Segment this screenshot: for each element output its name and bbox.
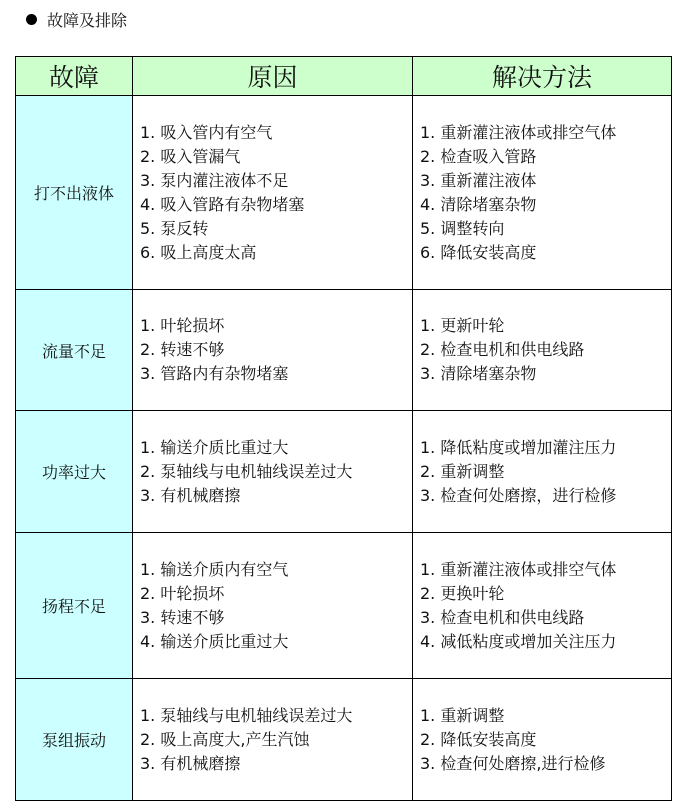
solution-item: 3. 检查何处磨擦,进行检修 [420, 753, 606, 773]
cause-item: 5. 泵反转 [140, 218, 209, 238]
header-fault: 故障 [16, 57, 133, 96]
fault-cell: 扬程不足 [16, 533, 133, 679]
table-row [16, 290, 672, 411]
solution-item: 3. 清除堵塞杂物 [420, 364, 537, 383]
header-solution: 解决方法 [413, 57, 672, 96]
header-row [16, 57, 672, 96]
solution-item: 1. 重新灌注液体或排空气体 [420, 122, 617, 142]
cause-item: 3. 有机械磨擦 [140, 485, 241, 505]
table-row [16, 679, 672, 801]
solution-item: 1. 降低粘度或增加灌注压力 [420, 437, 617, 457]
fault-cell: 泵组振动 [16, 679, 133, 801]
cause-item: 1. 输送介质内有空气 [140, 559, 289, 579]
table-row [16, 533, 672, 679]
fault-cell: 打不出液体 [16, 96, 133, 290]
solution-item: 6. 降低安装高度 [420, 242, 537, 262]
cause-cell [133, 533, 413, 679]
troubleshooting-table [15, 56, 672, 801]
cause-item: 2. 转速不够 [140, 340, 225, 359]
solution-item: 1. 重新灌注液体或排空气体 [420, 559, 617, 579]
solution-item: 5. 调整转向 [420, 218, 505, 238]
solution-item: 1. 更新叶轮 [420, 316, 505, 335]
solution-cell [413, 533, 672, 679]
bullet-icon [26, 14, 37, 25]
cause-cell [133, 411, 413, 533]
cause-item: 3. 管路内有杂物堵塞 [140, 364, 289, 383]
cause-item: 3. 泵内灌注液体不足 [140, 170, 289, 190]
cause-item: 2. 吸入管漏气 [140, 146, 241, 166]
cause-item: 2. 泵轴线与电机轴线误差过大 [140, 461, 353, 481]
table-row [16, 411, 672, 533]
solution-item: 3. 重新灌注液体 [420, 170, 537, 190]
solution-cell [413, 96, 672, 290]
cause-item: 1. 吸入管内有空气 [140, 122, 273, 142]
solution-item: 4. 减低粘度或增加关注压力 [420, 631, 617, 651]
cause-item: 1. 叶轮损坏 [140, 316, 225, 335]
cause-item: 6. 吸上高度太高 [140, 242, 257, 262]
section-title-text: 故障及排除 [47, 11, 128, 30]
solution-cell [413, 679, 672, 801]
cause-item: 1. 泵轴线与电机轴线误差过大 [140, 705, 353, 725]
solution-item: 2. 重新调整 [420, 461, 505, 481]
fault-cell: 流量不足 [16, 290, 133, 411]
solution-cell [413, 411, 672, 533]
section-title [26, 8, 127, 31]
cause-item: 4. 吸入管路有杂物堵塞 [140, 194, 305, 214]
solution-item: 3. 检查电机和供电线路 [420, 607, 585, 627]
cause-cell [133, 290, 413, 411]
solution-item: 2. 更换叶轮 [420, 583, 505, 603]
solution-item: 3. 检查何处磨擦，进行检修 [420, 485, 617, 505]
fault-cell: 功率过大 [16, 411, 133, 533]
solution-item: 1. 重新调整 [420, 705, 505, 725]
cause-cell [133, 679, 413, 801]
cause-cell [133, 96, 413, 290]
solution-item: 4. 清除堵塞杂物 [420, 194, 537, 214]
cause-item: 3. 转速不够 [140, 607, 225, 627]
table-row [16, 96, 672, 290]
solution-item: 2. 降低安装高度 [420, 729, 537, 749]
cause-item: 1. 输送介质比重过大 [140, 437, 289, 457]
cause-item: 4. 输送介质比重过大 [140, 631, 289, 651]
solution-item: 2. 检查吸入管路 [420, 146, 537, 166]
solution-item: 2. 检查电机和供电线路 [420, 340, 585, 359]
cause-item: 3. 有机械磨擦 [140, 753, 241, 773]
cause-item: 2. 叶轮损坏 [140, 583, 225, 603]
cause-item: 2. 吸上高度大,产生汽蚀 [140, 729, 310, 749]
solution-cell [413, 290, 672, 411]
header-cause: 原因 [133, 57, 413, 96]
